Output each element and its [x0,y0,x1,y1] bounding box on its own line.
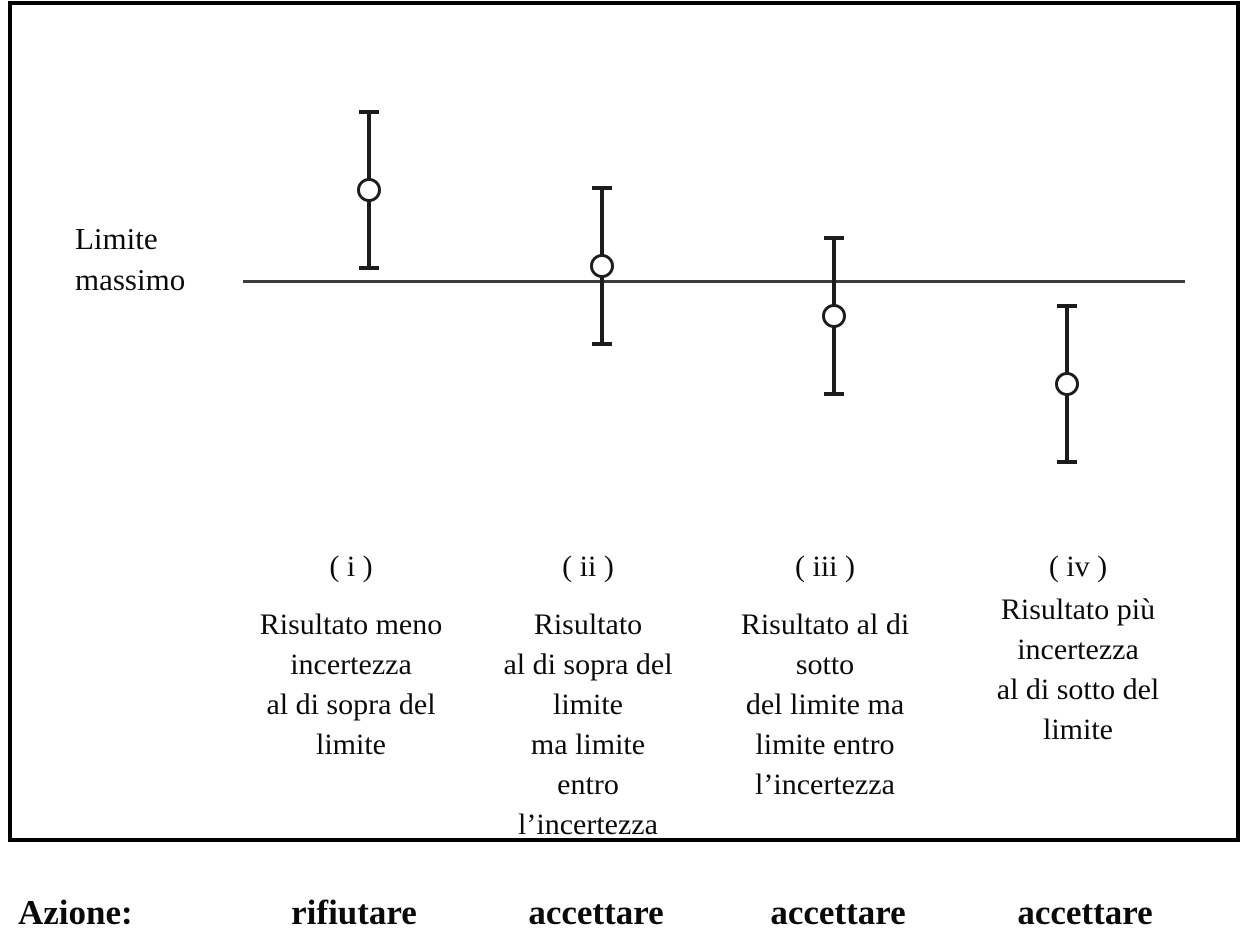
action-iv: accettare [1017,893,1153,928]
case-description-iv [928,590,1228,750]
result-marker-i [357,178,381,202]
case-description-line: limite [553,688,623,721]
result-marker-iv [1055,372,1079,396]
result-marker-ii [590,254,614,278]
case-description-line: Risultato più [1000,593,1156,626]
action-i: rifiutare [291,893,417,928]
action-row-label: Azione: [18,893,133,928]
case-header-i: ( i ) [329,550,373,583]
case-description-line: Risultato al di [740,608,910,641]
errorbar-ii-bottom-cap [592,342,612,346]
case-description-line: Risultato [533,608,643,641]
case-description-line: l’incertezza [755,768,895,801]
case-header-ii: ( ii ) [562,550,614,583]
case-description-line: ma limite [530,728,646,761]
case-description-line: Risultato meno [259,608,443,641]
case-description-line: limite entro [755,728,895,761]
errorbar-iv-bottom-cap [1057,460,1077,464]
case-header-iv: ( iv ) [1048,550,1108,583]
action-ii: accettare [528,893,664,928]
errorbar-iv-top-cap [1057,304,1077,308]
errorbar-iii-bottom-cap [824,392,844,396]
case-description-line: limite [316,728,386,761]
case-description-line: al di sopra del [503,648,673,681]
action-iii: accettare [770,893,906,928]
limit-label-line1: Limite [75,221,158,256]
case-description-line: sotto [795,648,855,681]
case-description-line: incertezza [1017,633,1139,666]
case-description-line: al di sotto del [996,673,1160,706]
case-description-line: del limite ma [745,688,905,721]
case-column-iv [928,551,1228,750]
case-description-line: al di sopra del [266,688,436,721]
result-marker-iii [822,304,846,328]
case-description-line: l’incertezza [518,808,658,841]
case-description-line: entro [557,768,619,801]
errorbar-ii-top-cap [592,186,612,190]
case-description-line: incertezza [290,648,412,681]
errorbar-iii-top-cap [824,236,844,240]
limit-label-line2: massimo [75,262,186,297]
case-header-iii: ( iii ) [795,550,855,583]
errorbar-i-bottom-cap [359,266,379,270]
case-description-line: limite [1043,713,1113,746]
errorbar-i-top-cap [359,110,379,114]
